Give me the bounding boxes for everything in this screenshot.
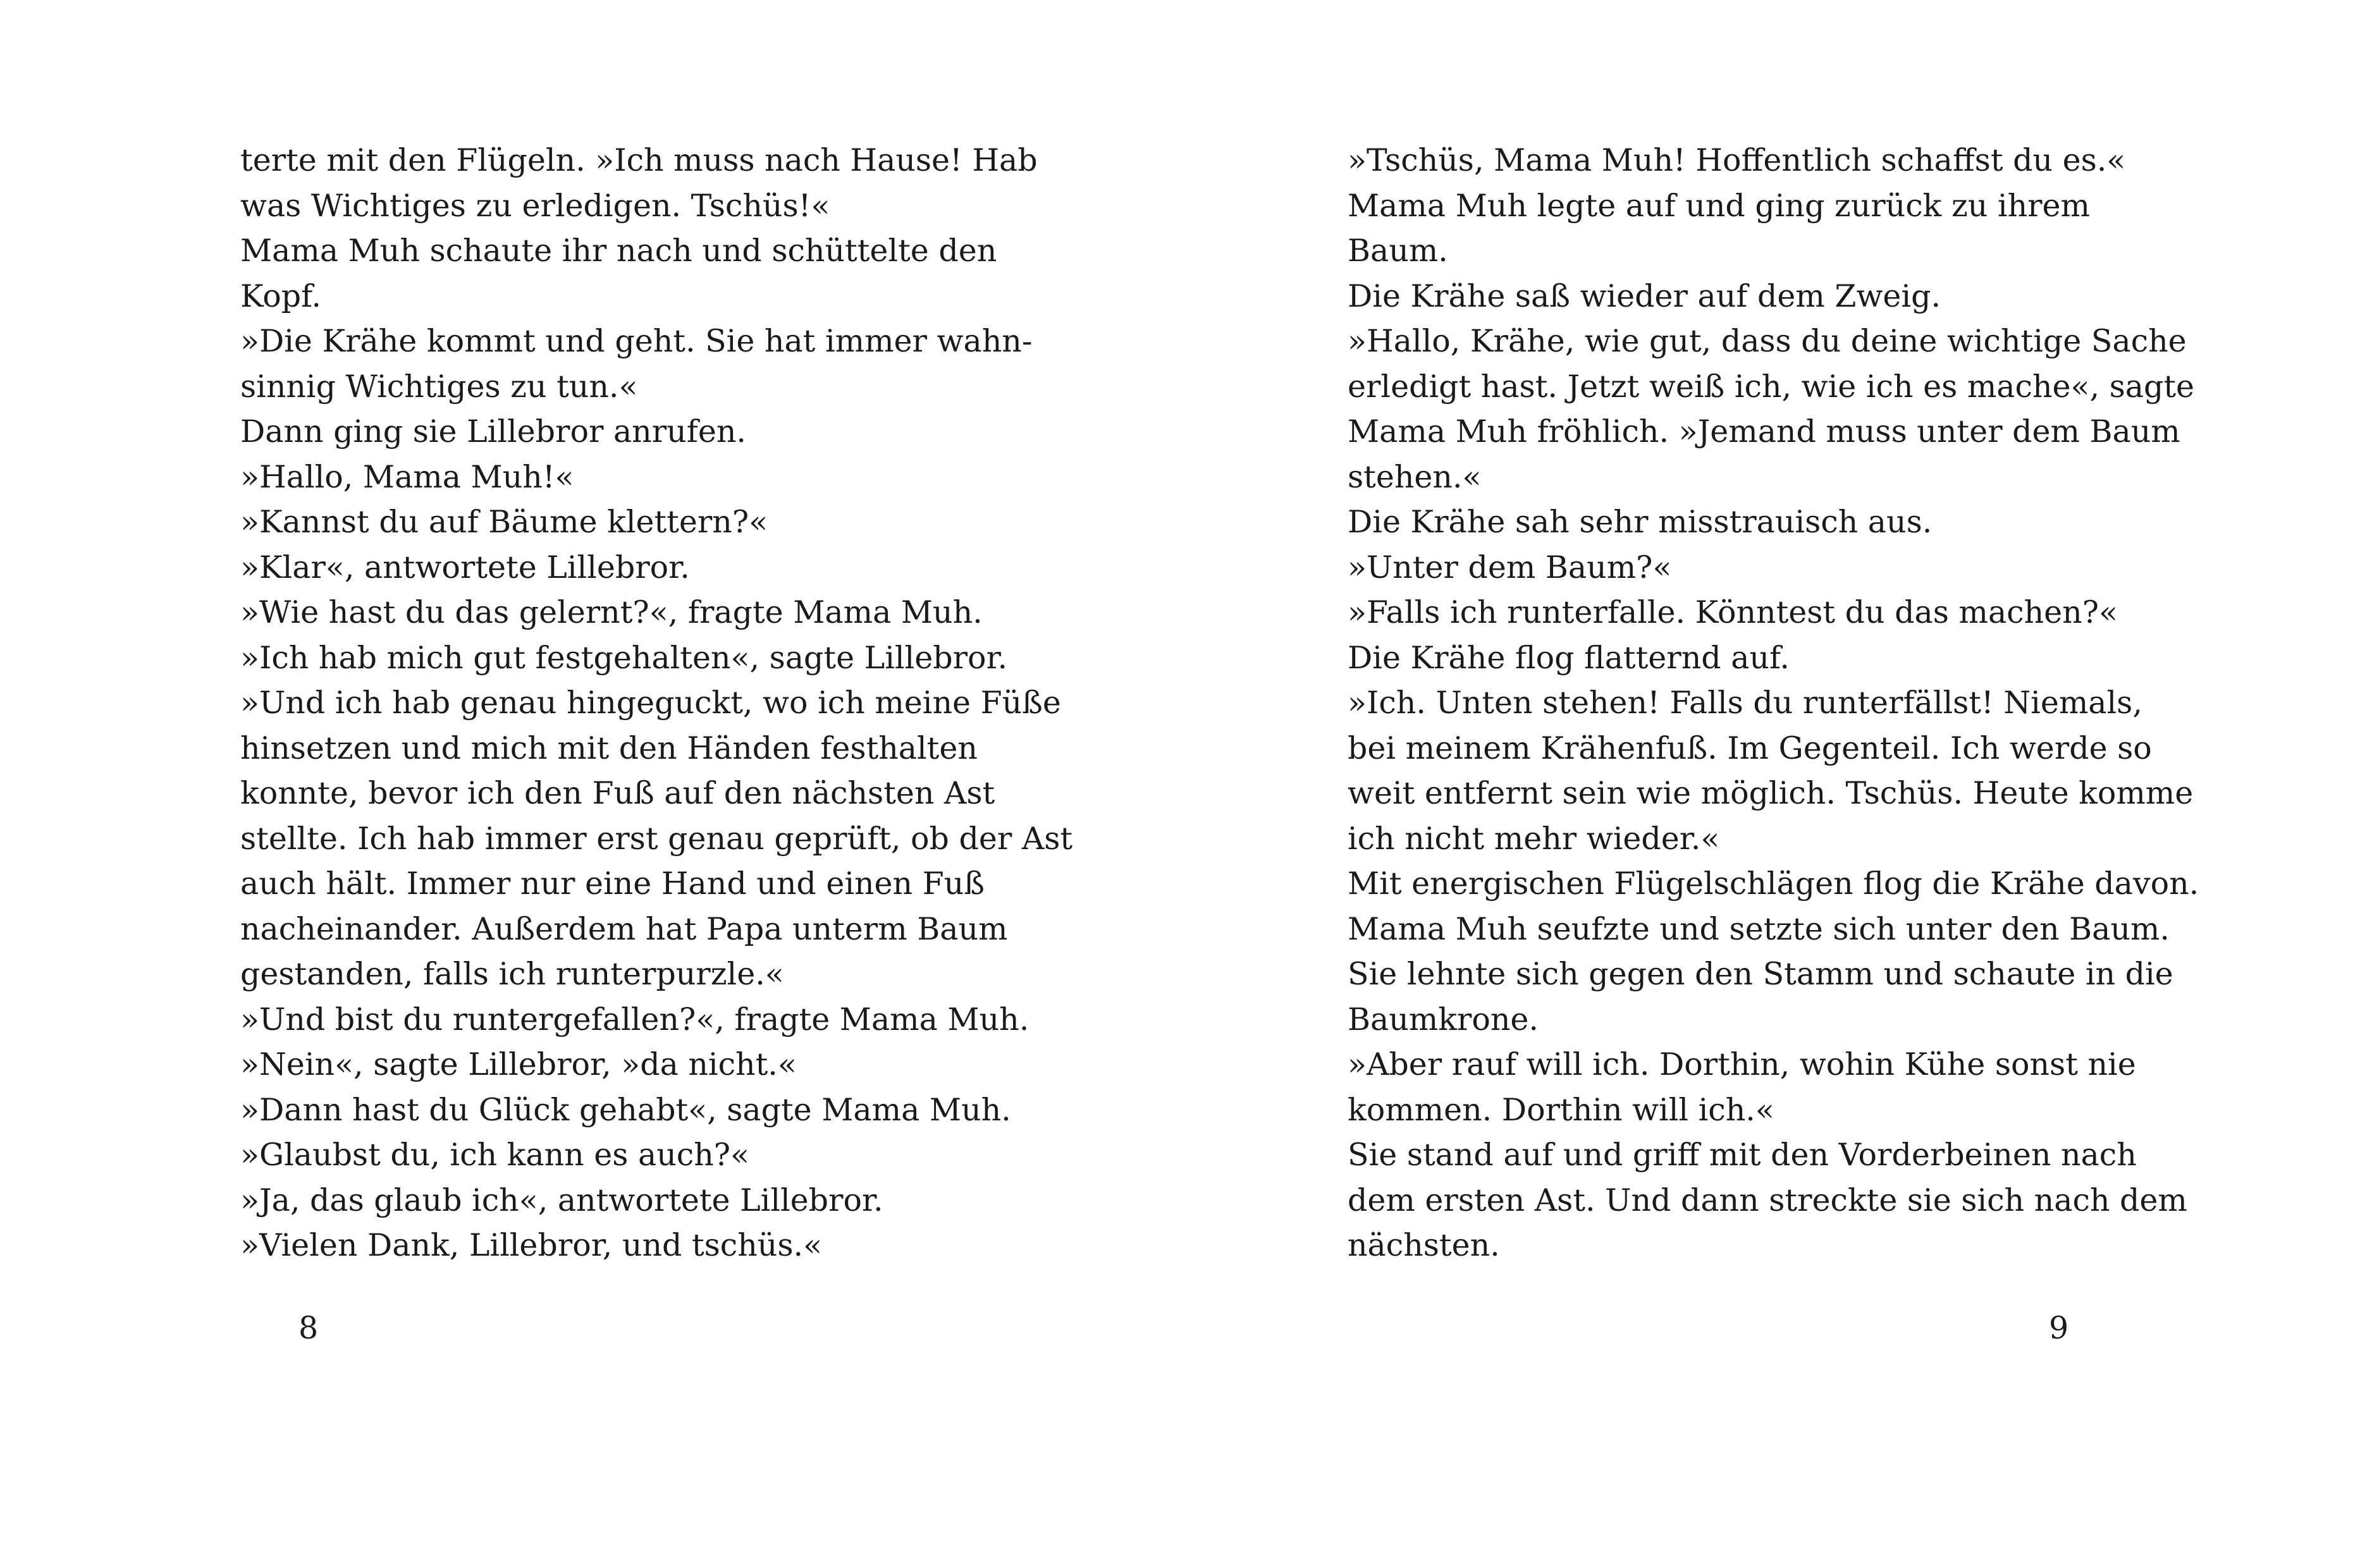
text-line: nacheinander. Außerdem hat Papa unterm Baum — [240, 910, 1008, 947]
text-line: »Und ich hab genau hingeguckt, wo ich meine Füße — [240, 685, 1061, 721]
text-line: konnte, bevor ich den Fuß auf den nächsten Ast — [240, 775, 995, 811]
text-line: hinsetzen und mich mit den Händen festhalten — [240, 730, 978, 766]
text-line: »Falls ich runterfalle. Könntest du das machen?« — [1348, 594, 2118, 630]
text-line: »Nein«, sagte Lillebror, »da nicht.« — [240, 1046, 797, 1082]
text-line: »Aber rauf will ich. Dorthin, wohin Kühe sonst nie — [1348, 1046, 2136, 1082]
text-line: »Wie hast du das gelernt?«, fragte Mama Muh. — [240, 594, 983, 630]
text-line: nächsten. — [1348, 1227, 1500, 1263]
text-line: Mit energischen Flügelschlägen flog die Krähe davon. — [1348, 866, 2199, 902]
text-line: Sie lehnte sich gegen den Stamm und schaute in die — [1348, 956, 2173, 992]
text-line: »Klar«, antwortete Lillebror. — [240, 549, 690, 585]
text-line: was Wichtiges zu erledigen. Tschüs!« — [240, 187, 830, 224]
text-line: stehen.« — [1348, 458, 1482, 495]
text-line: Baumkrone. — [1348, 1001, 1539, 1038]
text-line: Die Krähe flog flatternd auf. — [1348, 639, 1790, 676]
right-page — [1180, 0, 2360, 1568]
text-line: auch hält. Immer nur eine Hand und einen Fuß — [240, 866, 985, 902]
text-line: Baum. — [1348, 233, 1448, 269]
text-line: »Hallo, Mama Muh!« — [240, 458, 574, 495]
text-line: »Glaubst du, ich kann es auch?« — [240, 1137, 750, 1173]
text-line: terte mit den Flügeln. »Ich muss nach Hause! Hab — [240, 142, 1038, 178]
text-line: »Tschüs, Mama Muh! Hoffentlich schaffst du es.« — [1348, 142, 2126, 178]
text-line: »Und bist du runtergefallen?«, fragte Mama Muh. — [240, 1001, 1029, 1038]
text-line: erledigt hast. Jetzt weiß ich, wie ich es mache«, sagte — [1348, 368, 2195, 405]
text-line: »Hallo, Krähe, wie gut, dass du deine wichtige Sache — [1348, 323, 2187, 359]
text-line: weit entfernt sein wie möglich. Tschüs. Heute komme — [1348, 775, 2194, 811]
text-line: kommen. Dorthin will ich.« — [1348, 1091, 1774, 1128]
text-line: Mama Muh seufzte und setzte sich unter den Baum. — [1348, 910, 2170, 947]
text-line: Sie stand auf und griff mit den Vorderbeinen nach — [1348, 1137, 2137, 1173]
page-number: 8 — [298, 1310, 319, 1346]
text-line: bei meinem Krähenfuß. Im Gegenteil. Ich werde so — [1348, 730, 2152, 766]
text-line: »Ich hab mich gut festgehalten«, sagte Lillebror. — [240, 639, 1008, 676]
text-line: Kopf. — [240, 278, 322, 314]
text-line: Die Krähe sah sehr misstrauisch aus. — [1348, 504, 1933, 540]
text-line: ich nicht mehr wieder.« — [1348, 820, 1720, 857]
text-line: Dann ging sie Lillebror anrufen. — [240, 413, 746, 450]
text-line: »Dann hast du Glück gehabt«, sagte Mama Muh. — [240, 1091, 1011, 1128]
text-line: Mama Muh fröhlich. »Jemand muss unter dem Baum — [1348, 413, 2180, 450]
text-line: »Ja, das glaub ich«, antwortete Lillebror. — [240, 1182, 883, 1218]
text-line: Mama Muh schaute ihr nach und schüttelte den — [240, 233, 997, 269]
text-line: dem ersten Ast. Und dann streckte sie sich nach dem — [1348, 1182, 2187, 1218]
text-line: Mama Muh legte auf und ging zurück zu ihrem — [1348, 187, 2091, 224]
page-number: 9 — [2049, 1310, 2069, 1346]
text-line: »Die Krähe kommt und geht. Sie hat immer wahn- — [240, 323, 1033, 359]
right-page-text — [1348, 138, 2199, 1268]
text-line: »Ich. Unten stehen! Falls du runterfällst! Niemals, — [1348, 685, 2142, 721]
text-line: »Unter dem Baum?« — [1348, 549, 1672, 585]
left-page-text — [240, 138, 1072, 1268]
text-line: »Vielen Dank, Lillebror, und tschüs.« — [240, 1227, 823, 1263]
text-line: stellte. Ich hab immer erst genau geprüft, ob der Ast — [240, 820, 1073, 857]
text-line: gestanden, falls ich runterpurzle.« — [240, 956, 784, 992]
text-line: »Kannst du auf Bäume klettern?« — [240, 504, 768, 540]
text-line: Die Krähe saß wieder auf dem Zweig. — [1348, 278, 1941, 314]
text-line: sinnig Wichtiges zu tun.« — [240, 368, 638, 405]
